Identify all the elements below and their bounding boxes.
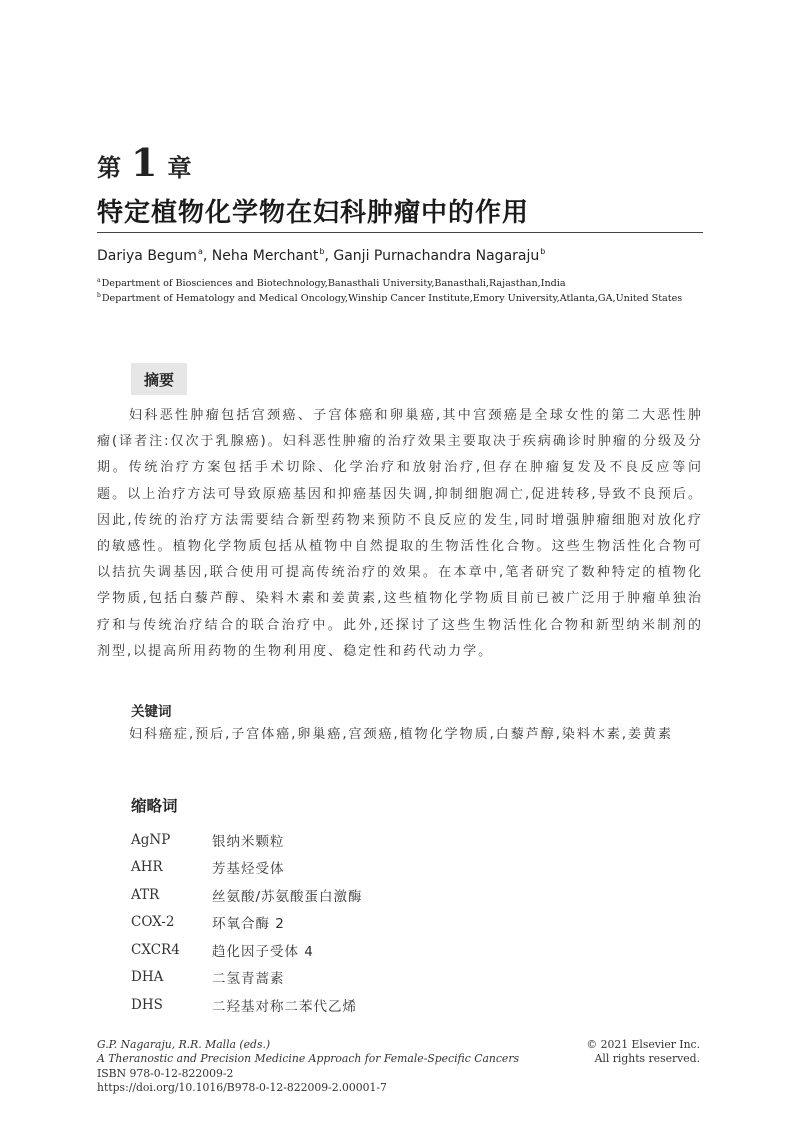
abstract-paragraph: 妇科恶性肿瘤包括宫颈癌、子宫体癌和卵巢癌,其中宫颈癌是全球女性的第二大恶性肿瘤(译者注:仅次于乳腺癌)。妇科恶性肿瘤的治疗效果主要取决于疾病确诊时肿瘤的分级及分期。传统治疗方案包括手术切除、化学治疗和放射治疗,但存在肿瘤复发及不良反应等问题。以上治疗方法可导致原癌基因和抑癌基因失调,抑制细胞凋亡,促进转移,导致不良预后。因此,传统的治疗方法需要结合新型药物来预防不良反应的发生,同时增强肿瘤细胞对放化疗的敏感性。植物化学物质包括从植物中自然提取的生物活性化合物。这些生物活性化合物可以拮抗失调基因,联合使用可提高传统治疗的效果。在本章中,笔者研究了数种特定的植物化学物质,包括白藜芦醇、染料木素和姜黄素,这些植物化学物质目前已被广泛用于肿瘤单独治疗和与传统治疗结合的联合治疗中。此外,还探讨了这些生物活性化合物和新型纳米制剂的剂型,以提高所用药物的生物利用度、稳定性和药代动力学。 — [97, 408, 703, 659]
affiliation — [97, 292, 682, 304]
affiliation-text: Department of Biosciences and Biotechnology,Banasthali University,Banasthali,Rajasthan,India — [101, 278, 566, 289]
affiliation-mark: b — [97, 292, 101, 299]
abbreviation-term: ATR — [131, 886, 160, 903]
abbreviation-row — [131, 854, 363, 882]
abbreviations-heading: 缩略词 — [131, 797, 178, 815]
author-list — [97, 247, 545, 264]
author-name: Dariya Begum — [97, 248, 197, 264]
abbreviation-term: CXCR4 — [131, 941, 180, 958]
chapter-num: 1 — [131, 140, 158, 185]
author-separator: , — [202, 248, 208, 264]
abbreviation-definition: 丝氨酸/苏氨酸蛋白激酶 — [212, 888, 363, 905]
keywords-heading: 关键词 — [131, 704, 172, 720]
keywords-text: 妇科癌症,预后,子宫体癌,卵巢癌,宫颈癌,植物化学物质,白藜芦醇,染料木素,姜黄素 — [129, 727, 674, 742]
rights-line: All rights reserved. — [594, 1052, 700, 1066]
affiliation-mark: a — [97, 277, 101, 284]
abbreviations-list — [131, 826, 363, 1019]
affiliation-text: Department of Hematology and Medical Oncology,Winship Cancer Institute,Emory University,Atlanta,GA,United States — [101, 293, 683, 304]
chapter-prefix: 第 — [97, 154, 121, 182]
abbreviation-definition: 趋化因子受体 4 — [212, 943, 314, 960]
author-name: Neha Merchant — [211, 248, 319, 264]
author-name: Ganji Purnachandra Nagaraju — [333, 248, 540, 264]
abbreviation-term: DHA — [131, 969, 164, 986]
publication-info — [97, 1038, 519, 1095]
abbreviation-row — [131, 991, 363, 1019]
abstract-heading: 摘要 — [131, 363, 187, 395]
author-affil-mark: b — [319, 247, 325, 256]
copyright-info — [586, 1038, 700, 1067]
title-divider — [97, 232, 703, 233]
abbreviation-row — [131, 826, 363, 854]
book-title-line: A Theranostic and Precision Medicine Approach for Female-Specific Cancers — [97, 1052, 520, 1066]
chapter-suffix: 章 — [167, 154, 192, 182]
chapter-number — [97, 140, 191, 185]
author-affil-mark: b — [540, 247, 546, 256]
editors-line: G.P. Nagaraju, R.R. Malla (eds.) — [97, 1038, 271, 1051]
abbreviation-definition: 环氧合酶 2 — [212, 916, 285, 933]
chapter-title: 特定植物化学物在妇科肿瘤中的作用 — [97, 198, 530, 228]
abbreviation-row — [131, 964, 363, 992]
abbreviation-row — [131, 909, 363, 937]
abbreviation-term: AgNP — [131, 831, 171, 848]
abbreviation-definition: 芳基烃受体 — [212, 861, 285, 878]
abbreviation-row — [131, 881, 363, 909]
abbreviation-definition: 二羟基对称二苯代乙烯 — [212, 998, 357, 1015]
abbreviation-term: DHS — [131, 996, 163, 1013]
copyright-line: © 2021 Elsevier Inc. — [586, 1038, 700, 1051]
abbreviation-term: COX-2 — [131, 914, 175, 931]
abbreviation-row — [131, 936, 363, 964]
abbreviation-term: AHR — [131, 859, 163, 876]
isbn-line: ISBN 978-0-12-822009-2 — [97, 1066, 234, 1080]
author-separator: , — [324, 248, 329, 264]
abbreviation-definition: 银纳米颗粒 — [212, 833, 285, 850]
affiliation — [97, 277, 566, 289]
author-affil-mark: a — [197, 247, 203, 256]
doi-link[interactable]: https://doi.org/10.1016/B978-0-12-822009-2.00001-7 — [97, 1080, 387, 1094]
abbreviation-definition: 二氢青蒿素 — [212, 971, 285, 988]
